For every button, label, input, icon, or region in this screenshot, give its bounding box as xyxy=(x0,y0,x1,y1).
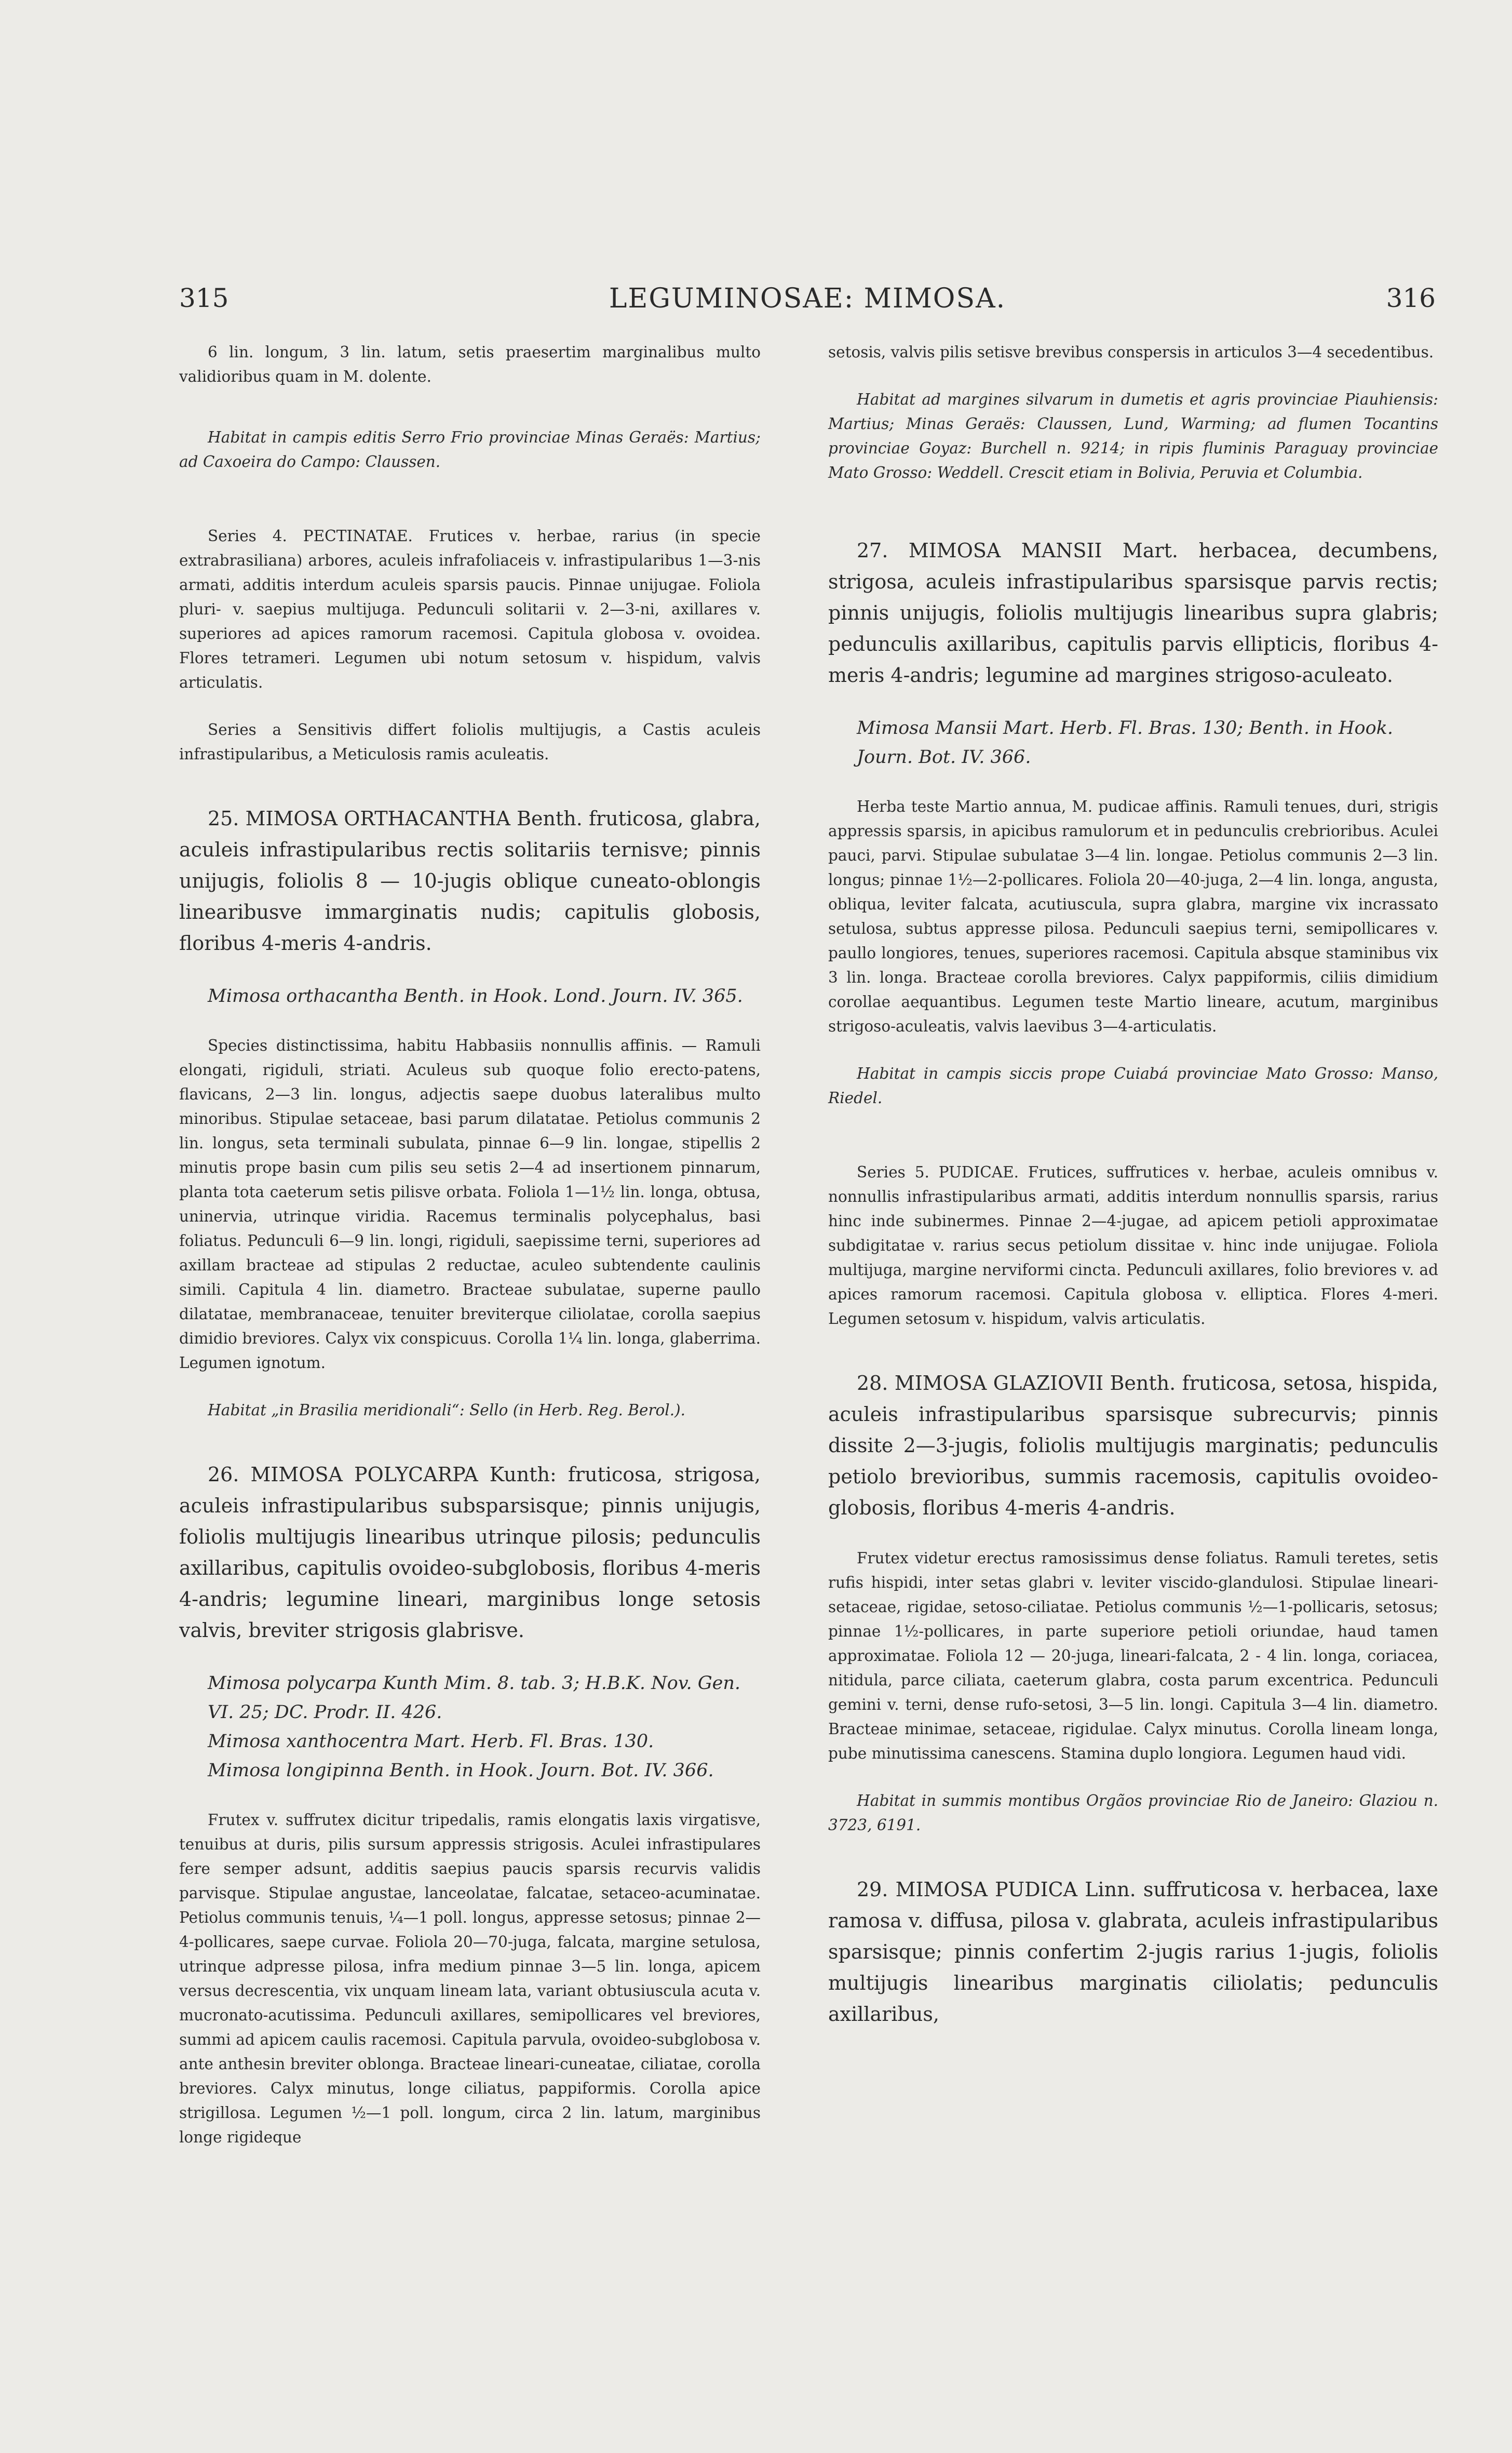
right-page-number: 316 xyxy=(1386,283,1436,313)
synonym: Mimosa polycarpa Kunth Mim. 8. tab. 3; H.B.K. Nov. Gen. VI. 25; DC. Prodr. II. 426. xyxy=(208,1673,741,1723)
habitat-paragraph: Habitat in campis siccis prope Cuiabá provinciae Mato Grosso: Manso, Riedel. xyxy=(828,1065,1438,1107)
description-paragraph: Species distinctissima, habitu Habbasiis nonnullis affinis. — Ramuli elongati, rigiduli, striati. Aculeus sub quoque folio erecto-patens, flavicans, 2—3 lin. longus, adjectis saepe duobus lateralibus multo minoribus. Stipulae setaceae, basi parum dilatatae. Petiolus communis 2 lin. longus, seta terminali subulata, pinnae 6—9 lin. longae, stipellis 2 minutis prope basin cum pilis seu setis 2—4 ad insertionem pinnarum, planta tota caeterum setis pilisve orbata. Foliola 1—1½ lin. longa, obtusa, uninervia, utrinque viridia. Racemus terminalis polycephalus, basi foliatus. Pedunculi 6—9 lin. longi, rigiduli, saepissime terni, superiores ad axillam bracteae ad stipulas 2 reductae, aculeo subtendente caulinis simili. Capitula 4 lin. diametro. Bracteae subulatae, superne paullo dilatatae, membranaceae, tenuiter breviterque ciliolatae, corolla saepius dimidio breviores. Calyx vix conspicuus. Corolla 1¼ lin. longa, glaberrima. Legumen ignotum. xyxy=(179,1037,761,1372)
paragraph: setosis, valvis pilis setisve brevibus conspersis in articulos 3—4 secedentibus. xyxy=(828,343,1434,361)
left-column xyxy=(179,340,761,2150)
synonym: Mimosa longipinna Benth. in Hook. Journ. Bot. IV. 366. xyxy=(208,1760,714,1781)
species-heading: 28. MIMOSA GLAZIOVII Benth. fruticosa, setosa, hispida, aculeis infrastipularibus sparsisque subrecurvis; pinnis dissite 2—3-jugis, foliolis multijugis marginatis; pedunculis petiolo brevioribus, summis racemosis, capitulis ovoideo-globosis, floribus 4-meris 4-andris. xyxy=(828,1372,1438,1519)
synonym: Mimosa orthacantha Benth. in Hook. Lond. Journ. IV. 365. xyxy=(208,986,743,1007)
habitat-paragraph: Habitat ad margines silvarum in dumetis et agris provinciae Piauhiensis: Martius; Minas Geraës: Claussen, Lund, Warming; ad flumen Tocantins provinciae Goyaz: Burchell n. 9214; in ripis fluminis Paraguay provinciae Mato Grosso: Weddell. Crescit etiam in Bolivia, Peruvia et Columbia. xyxy=(828,391,1438,481)
description-paragraph: Herba teste Martio annua, M. pudicae affinis. Ramuli tenues, duri, strigis appressis sparsis, in apicibus ramulorum et in pedunculis crebrioribus. Aculei pauci, parvi. Stipulae subulatae 3—4 lin. longae. Petiolus communis 2—3 lin. longus; pinnae 1½—2-pollicares. Foliola 20—40-juga, 2—4 lin. longa, angusta, obliqua, leviter falcata, acutiuscula, supra glabra, margine vix incrassato setulosa, subtus appresse pilosa. Pedunculi saepius terni, semipollicares v. paullo longiores, tenues, superiores racemosi. Capitula absque staminibus vix 3 lin. longa. Bracteae corolla breviores. Calyx pappiformis, ciliis dimidium corollae aequantibus. Legumen teste Martio lineare, acutum, marginibus strigoso-aculeatis, valvis laevibus 3—4-articulatis. xyxy=(828,798,1438,1035)
species-heading: 25. MIMOSA ORTHACANTHA Benth. fruticosa, glabra, aculeis infrastipularibus rectis solitariis ternisve; pinnis unijugis, foliolis 8 — 10-jugis oblique cuneato-oblongis linearibusve immarginatis nudis; capitulis globosis, floribus 4-meris 4-andris. xyxy=(179,807,761,955)
left-page-number: 315 xyxy=(179,283,229,313)
habitat-paragraph: Habitat „in Brasilia meridionali“: Sello (in Herb. Reg. Berol.). xyxy=(208,1401,686,1419)
series-description: Series 4. PECTINATAE. Frutices v. herbae, rarius (in specie extrabrasiliana) arbores, aculeis infrafoliaceis v. infrastipularibus 1—3-nis armati, additis interdum aculeis sparsis paucis. Pinnae unijugae. Foliola pluri- v. saepius multijuga. Pedunculi solitarii v. 2—3-ni, axillares v. superiores ad apices ramorum racemosi. Capitula globosa v. ovoidea. Flores tetrameri. Legumen ubi notum setosum v. hispidum, valvis articulatis. xyxy=(179,527,761,691)
species-heading: 27. MIMOSA MANSII Mart. herbacea, decumbens, strigosa, aculeis infrastipularibus sparsisque parvis rectis; pinnis unijugis, foliolis multijugis linearibus supra glabris; pedunculis axillaribus, capitulis parvis ellipticis, floribus 4-meris 4-andris; legumine ad margines strigoso-aculeato. xyxy=(828,539,1438,687)
right-column xyxy=(828,340,1438,2030)
paragraph: 6 lin. longum, 3 lin. latum, setis praesertim marginalibus multo validioribus quam in M. dolente. xyxy=(179,343,761,385)
description-paragraph: Frutex v. suffrutex dicitur tripedalis, ramis elongatis laxis virgatisve, tenuibus at duris, pilis sursum appressis strigosis. Aculei infrastipulares fere semper adsunt, additis saepius paucis sparsis recurvis validis parvisque. Stipulae angustae, lanceolatae, falcatae, setaceo-acuminatae. Petiolus communis tenuis, ¼—1 poll. longus, appresse setosus; pinnae 2—4-pollicares, saepe curvae. Foliola 20—70-juga, falcata, margine setulosa, utrinque adpresse pilosa, infra medium pinnae 3—5 lin. longa, apicem versus decrescentia, vix unquam lineam lata, variant obtusiuscula acuta v. mucronato-acutissima. Pedunculi axillares, semipollicares vel breviores, summi ad apicem caulis racemosi. Capitula parvula, ovoideo-subglobosa v. ante anthesin breviter oblonga. Bracteae lineari-cuneatae, ciliatae, corolla breviores. Calyx minutus, longe ciliatus, pappiformis. Corolla apice strigillosa. Legumen ½—1 poll. longum, circa 2 lin. latum, marginibus longe rigideque xyxy=(179,1811,761,2146)
synonym: Mimosa xanthocentra Mart. Herb. Fl. Bras. 130. xyxy=(208,1731,654,1752)
habitat-paragraph: Habitat in campis editis Serro Frio provinciae Minas Geraës: Martius; ad Caxoeira do Campo: Claussen. xyxy=(179,428,761,471)
running-header xyxy=(179,283,1436,325)
species-heading: 29. MIMOSA PUDICA Linn. suffruticosa v. herbacea, laxe ramosa v. diffusa, pilosa v. glabrata, aculeis infrastipularibus sparsisque; pinnis confertim 2-jugis rarius 1-jugis, foliolis multijugis linearibus marginatis ciliolatis; pedunculis axillaribus, xyxy=(828,1878,1438,2026)
paragraph: Series a Sensitivis differt foliolis multijugis, a Castis aculeis infrastipularibus, a Meticulosis ramis aculeatis. xyxy=(179,721,761,763)
species-heading: 26. MIMOSA POLYCARPA Kunth: fruticosa, strigosa, aculeis infrastipularibus subsparsisque; pinnis unijugis, foliolis multijugis linearibus utrinque pilosis; pedunculis axillaribus, capitulis ovoideo-subglobosis, floribus 4-meris 4-andris; legumine lineari, marginibus longe setosis valvis, breviter strigosis glabrisve. xyxy=(179,1463,761,1642)
synonym: Mimosa Mansii Mart. Herb. Fl. Bras. 130; Benth. in Hook. Journ. Bot. IV. 366. xyxy=(857,718,1394,768)
running-title: LEGUMINOSAE: MIMOSA. xyxy=(609,283,1006,314)
description-paragraph: Frutex videtur erectus ramosissimus dense foliatus. Ramuli teretes, setis rufis hispidi, inter setas glabri v. leviter viscido-glandulosi. Stipulae lineari-setaceae, rigidae, setoso-ciliatae. Petiolus communis ½—1-pollicaris, setosus; pinnae 1½-pollicares, in parte superiore petioli oriundae, haud tamen approximatae. Foliola 12 — 20-juga, lineari-falcata, 2 - 4 lin. longa, coriacea, nitidula, parce ciliata, caeterum glabra, costa parum excentrica. Pedunculi gemini v. terni, dense rufo-setosi, 3—5 lin. longi. Capitula 3—4 lin. diametro. Bracteae minimae, setaceae, rigidulae. Calyx minutus. Corolla lineam longa, pube minutissima canescens. Stamina duplo longiora. Legumen haud vidi. xyxy=(828,1549,1438,1762)
habitat-paragraph: Habitat in summis montibus Orgãos provinciae Rio de Janeiro: Glaziou n. 3723, 6191. xyxy=(828,1792,1438,1834)
series-description: Series 5. PUDICAE. Frutices, suffrutices v. herbae, aculeis omnibus v. nonnullis infrastipularibus armati, additis interdum nonnullis sparsis, rarius hinc inde subinermes. Pinnae 2—4-jugae, ad apicem petioli approximatae subdigitatae v. rarius secus petiolum dissitae v. hinc inde unijugae. Foliola multijuga, margine nerviformi cincta. Pedunculi axillares, folio breviores v. ad apices ramorum racemosi. Capitula globosa v. elliptica. Flores 4-meri. Legumen setosum v. hispidum, valvis articulatis. xyxy=(828,1163,1438,1328)
